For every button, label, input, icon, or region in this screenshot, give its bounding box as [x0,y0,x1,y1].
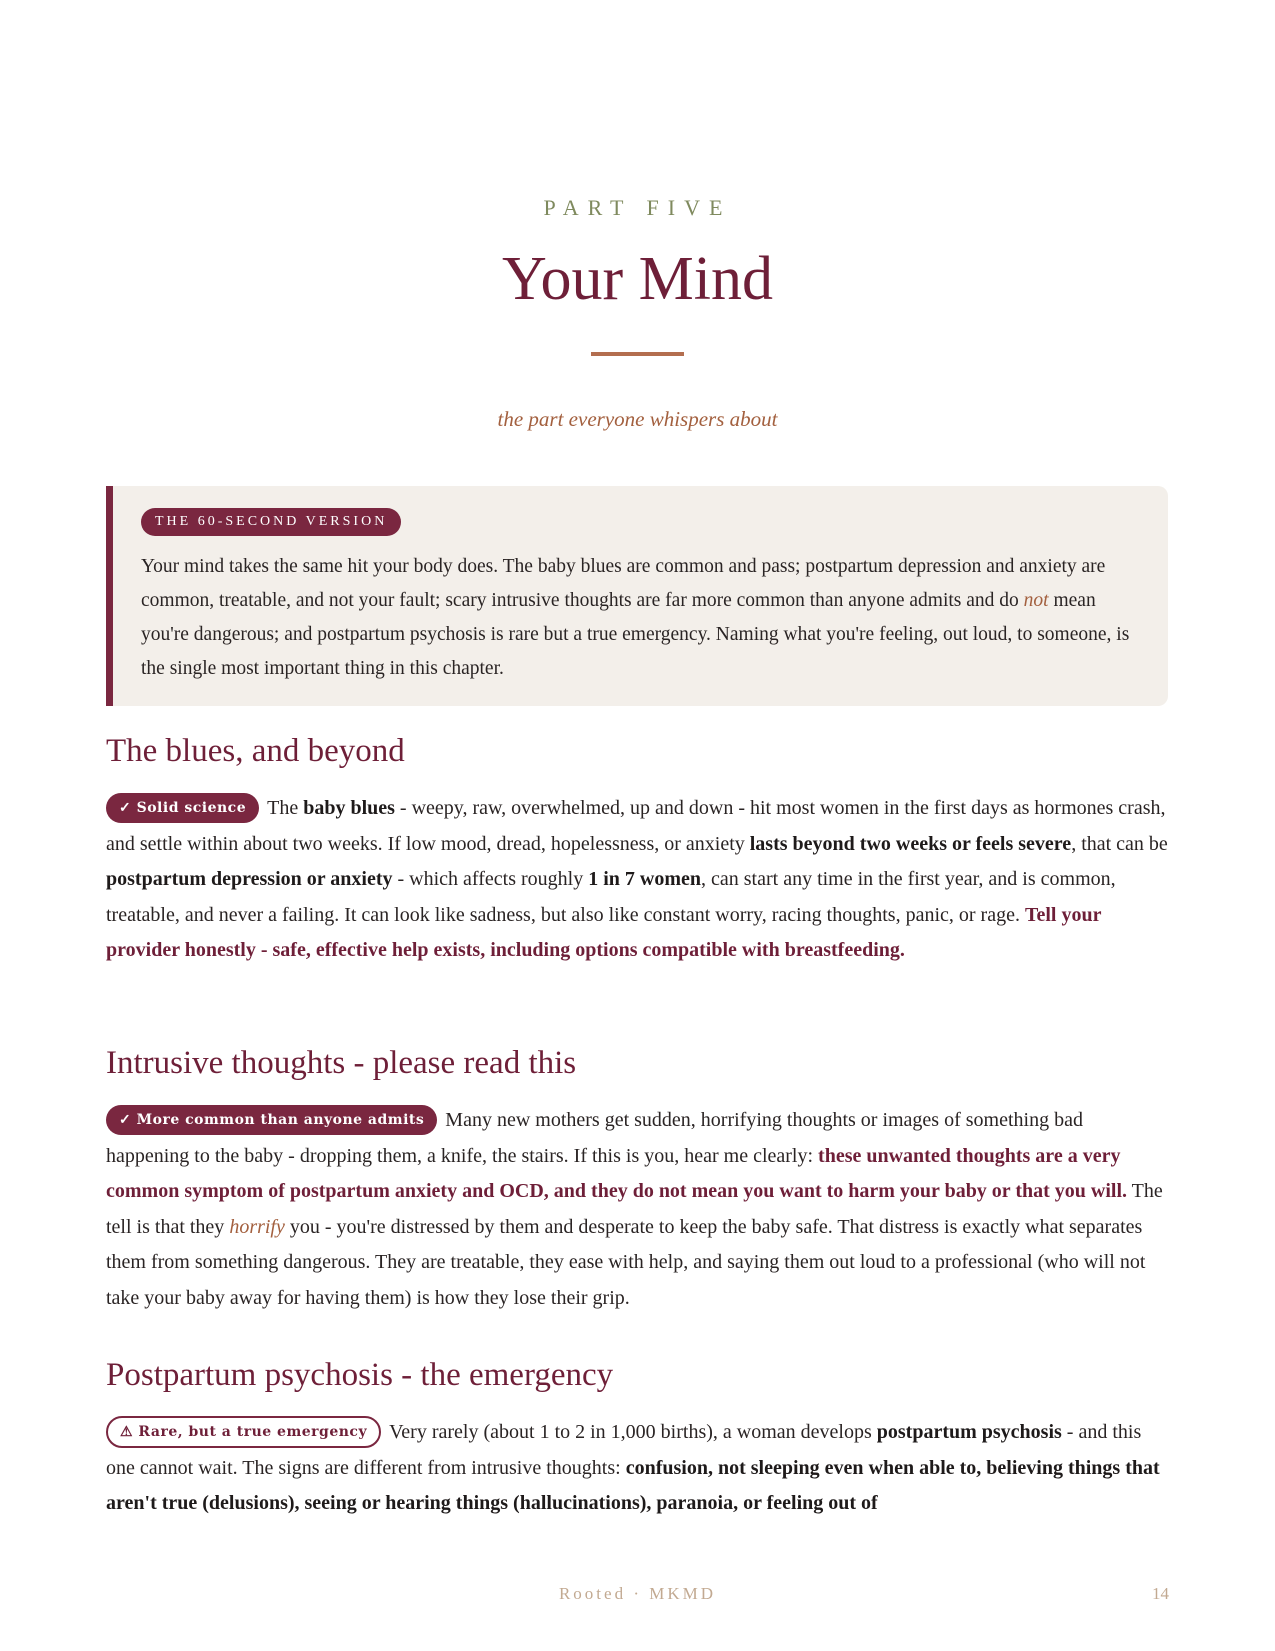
footer-brand: Rooted · MKMD [558,1584,717,1603]
highlight-callout: these unwanted thoughts are a very common symptom of postpartum anxiety and OCD, and they do not mean you want to harm your baby or that you will. [106,1144,1128,1203]
section-psychosis [106,1357,1170,1522]
bold-term: postpartum depression or anxiety [106,868,393,891]
text-run: - and this one cannot wait. The signs are different from intrusive thoughts: [106,1421,1142,1479]
bold-term: baby blues [303,797,395,820]
warning-badge: ⚠ Rare, but a true emergency [106,1416,381,1448]
summary-label: THE 60-SECOND VERSION [141,508,401,536]
title-divider [591,352,684,356]
page-title: Your Mind [501,245,774,313]
bold-term: postpartum psychosis [876,1421,1062,1444]
summary-text-part: Your mind takes the same hit your body does. The baby blues are common and pass; postpartum depression and anxiety are common, treatable, and not your fault; scary intrusive thoughts are far more common than anyone admits and do [141,556,1106,611]
text-run: - which affects roughly [392,868,589,891]
text-run: , can start any time in the first year, and is common, treatable, and never a failing. It can look like sadness, but also like constant worry, racing thoughts, panic, or rage. [106,868,1116,926]
section-paragraph [106,1103,1170,1316]
section-intrusive-thoughts [106,1045,1170,1316]
text-run: you - you're distressed by them and desperate to keep the baby safe. That distress is exactly what separates them from something dangerous. They are treatable, they ease with help, and saying them out loud to a professional (who will not take your baby away for having them) is how they lose their grip. [106,1215,1146,1309]
section-heading: Intrusive thoughts - please read this [106,1045,577,1081]
text-run: Very rarely (about 1 to 2 in 1,000 births), a woman develops [389,1421,877,1444]
bold-term: lasts beyond two weeks or feels severe [749,832,1072,855]
part-kicker: PART FIVE [543,195,732,220]
summary-text [141,550,1138,686]
section-blues [106,733,1170,969]
evidence-badge: ✓ More common than anyone admits [106,1105,437,1135]
bold-term: confusion, not sleeping even when able to, believing things that aren't true (delusions), seeing or hearing things (hallucinations), paranoia, or feeling out of [106,1456,1160,1515]
text-run: Many new mothers get sudden, horrifying thoughts or images of something bad happening to the baby - dropping them, a knife, the stairs. If this is you, hear me clearly: [106,1109,1083,1167]
summary-box [106,486,1168,706]
section-heading: The blues, and beyond [106,733,405,769]
text-run: The [267,797,304,820]
page-subtitle: the part everyone whispers about [497,407,778,431]
summary-emphasis: not [1023,590,1049,611]
italic-emphasis: horrify [229,1215,285,1238]
section-heading: Postpartum psychosis - the emergency [106,1357,614,1393]
text-run: , that can be [1071,832,1168,855]
bold-term: 1 in 7 women [588,868,701,891]
section-paragraph [106,791,1170,969]
text-run: The tell is that they [106,1180,1163,1238]
summary-text-part: mean you're dangerous; and postpartum psychosis is rare but a true emergency. Naming what you're feeling, out loud, to someone, is the single most important thing in this chapter. [141,590,1130,679]
text-run: - weepy, raw, overwhelmed, up and down - hit most women in the first days as hormones crash, and settle within about two weeks. If low mood, dread, hopelessness, or anxiety [106,797,1166,855]
section-paragraph [106,1415,1170,1522]
evidence-badge: ✓ Solid science [106,793,259,823]
highlight-callout: Tell your provider honestly - safe, effective help exists, including options compatible with breastfeeding. [106,903,1102,962]
page-number: 14 [1152,1584,1169,1603]
